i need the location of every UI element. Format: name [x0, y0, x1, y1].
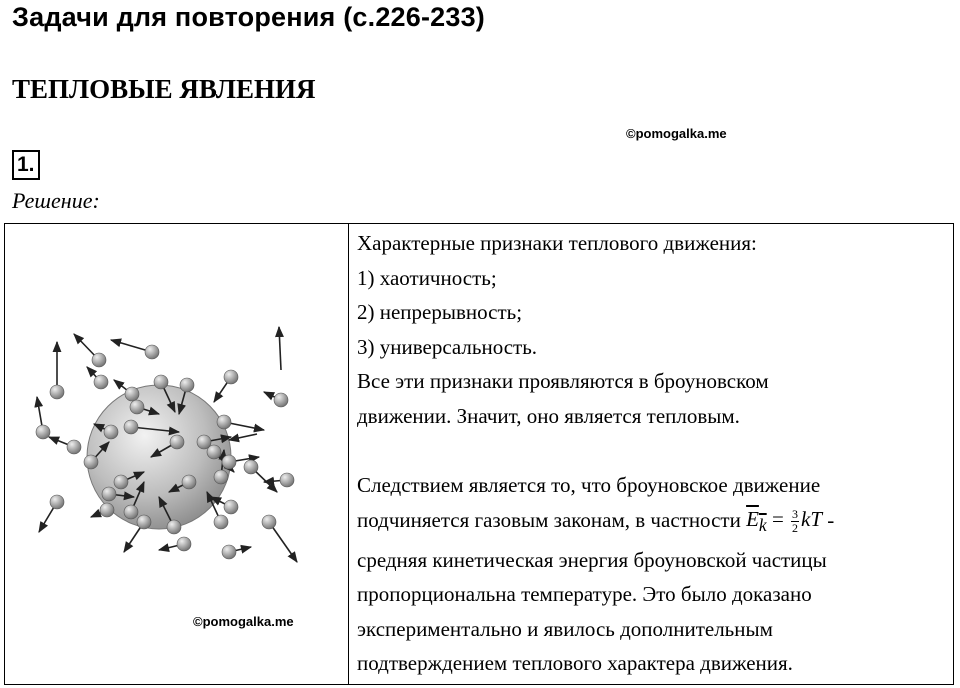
text-line: 2) непрерывность;: [357, 300, 523, 324]
kinetic-energy-formula: [746, 502, 822, 543]
text-line-prefix: подчиняется газовым законам, в частности: [357, 508, 747, 533]
text-line: Характерные признаки теплового движения:: [357, 231, 757, 255]
paragraph-gap: [357, 433, 947, 468]
formula-kt: kT: [801, 507, 823, 531]
text-line-formula: [357, 502, 947, 543]
task-number: 1.: [12, 150, 40, 180]
text-line: Все эти признаки проявляются в броуновском: [357, 369, 769, 393]
page-title: Задачи для повторения (с.226-233): [12, 2, 485, 32]
table-divider: [348, 224, 349, 684]
text-line: движении. Значит, оно является тепловым.: [357, 403, 740, 428]
image-cell: [5, 224, 348, 684]
text-line: Следствием является то, что броуновское движение: [357, 472, 821, 497]
watermark-image: ©pomogalka.me: [193, 614, 294, 629]
text-line: пропорциональна температуре. Это было доказано: [357, 582, 812, 607]
text-line: подтверждением теплового характера движения.: [357, 651, 793, 676]
solution-label: Решение:: [12, 188, 100, 213]
text-line: 3) универсальность.: [357, 334, 538, 359]
formula-equals: =: [766, 507, 790, 531]
text-line: средняя кинетическая энергия броуновской частицы: [357, 547, 827, 572]
solution-table: [4, 223, 954, 685]
watermark-top: ©pomogalka.me: [626, 126, 727, 141]
formula-dash: -: [822, 508, 835, 533]
section-title: ТЕПЛОВЫЕ ЯВЛЕНИЯ: [12, 74, 316, 104]
solution-text: [357, 226, 947, 681]
text-line: 1) хаотичность;: [357, 265, 497, 290]
fraction-numerator: 3: [792, 506, 799, 521]
formula-fraction: [791, 508, 799, 535]
text-line: экспериментально и явилось дополнительным: [357, 616, 773, 641]
formula-energy: $E_k$: [746, 507, 767, 536]
fraction-denominator: 2: [792, 520, 799, 535]
brownian-motion-icon: [19, 322, 309, 582]
